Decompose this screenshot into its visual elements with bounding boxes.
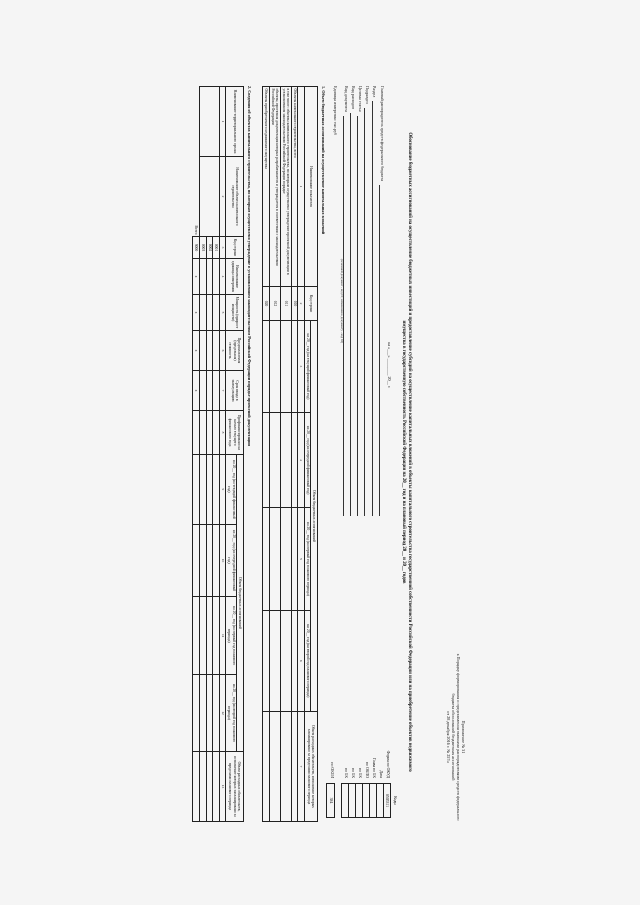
col-header: Профинансировано на начало текущего финансового года: [226, 411, 244, 455]
codes-label: Глава по БК: [372, 758, 376, 778]
col-header: Код строки: [226, 237, 244, 259]
col-header: Код строки: [304, 287, 317, 321]
col-header: на 20__ год (на второй год планового периода): [304, 610, 311, 711]
row-name: в том числе: объекты капитального строительства, по которым осуществлено утверждение проектной документации в установленном законодательством Российской Федерации порядке: [280, 87, 291, 287]
code-cell: [362, 784, 369, 818]
section2-table: [192, 86, 244, 822]
okei-label: по ОКЕИ: [330, 762, 334, 778]
section2-title: 2. Сведения об объектах капитального строительства, по которым осуществлено утверждение в установленном законодательством Российской Федерации порядке проектной документации: [247, 86, 252, 446]
field-row: [357, 86, 364, 516]
col-header: Мощность (прирост мощности): [226, 295, 244, 331]
header-fields: [332, 86, 386, 516]
units-label: Единица измерения: тыс.руб: [333, 86, 339, 135]
field-label: Вид документа: [343, 86, 349, 112]
col-header-group: Объем бюджетных ассигнований: [311, 321, 318, 712]
appendix-number: Приложение № 31: [461, 720, 466, 754]
col-header: Объем расходных обязательств, исполнение которых запланировано за пределами планового периода: [226, 752, 244, 822]
col-number: 1: [298, 87, 304, 287]
doc-type-hint: (основной документ - код 01; изменения к документу - код 02): [339, 258, 344, 344]
col-number: 4: [298, 412, 304, 507]
col-number: 1: [219, 87, 225, 157]
row-code: 011: [280, 287, 291, 321]
col-header: Наименование показателя: [304, 87, 317, 287]
codes-header: Коды: [393, 796, 397, 805]
code-cell: [348, 784, 355, 818]
row-code: 0003: [200, 237, 207, 259]
codes-label: Дата: [379, 770, 383, 778]
col-header: на 20__ год (на второй год планового периода): [226, 675, 237, 752]
row-code: 010: [291, 287, 298, 321]
col-header-group: Объем бюджетных ассигнований: [237, 455, 244, 752]
col-number: 9: [219, 455, 225, 525]
field-row: [350, 86, 357, 516]
col-header: Наименование объекта капитального строительства: [226, 157, 244, 237]
okei-code: 384: [327, 784, 335, 818]
codes-label: по БК: [358, 768, 362, 778]
col-header: Предполагаемая (предельная) стоимость: [226, 331, 244, 371]
col-number: 11: [219, 597, 225, 675]
field-label: Главный распорядитель средств федерального бюджета: [379, 86, 385, 181]
code-cell: [369, 784, 376, 818]
date-line: на «___» ________ 20__ г.: [387, 342, 392, 389]
col-header: Наименование единицы измерения: [226, 259, 244, 295]
code-cell: [341, 784, 348, 818]
col-number: 8: [219, 411, 225, 455]
col-header: на 20__ год (на первый год планового периода): [304, 508, 311, 610]
col-number: 13: [219, 752, 225, 822]
codes-labels: [328, 751, 398, 778]
appendix-text: к Порядку формирования и представления главными распорядителями средств федерального бюджета обоснований бюджетных ассигнований: [450, 653, 461, 821]
row-code: 012: [269, 287, 280, 321]
col-header: на 20__ год (на текущий финансовый год): [304, 321, 311, 413]
table-row: [269, 87, 280, 822]
appendix-header: [446, 652, 466, 822]
col-header: на 20__ год (на текущий финансовый год): [226, 455, 237, 525]
section1-title: 1. Объем бюджетных ассигнований на осуществление капитальных вложений: [321, 86, 326, 235]
field-label: Целевая статья: [358, 86, 364, 112]
col-number: 5: [219, 295, 225, 331]
total-label: Всего: [194, 225, 199, 235]
col-header: Наименование территориального органа: [226, 87, 244, 157]
field-row: [379, 86, 386, 516]
form-label: Форма по ОКУД: [386, 750, 390, 778]
field-label: Вид расходов: [350, 86, 356, 109]
col-number: 2: [219, 157, 225, 237]
field-row: [372, 86, 379, 516]
row-code: 020: [263, 287, 270, 321]
col-number: 6: [298, 610, 304, 711]
col-number: 6: [219, 331, 225, 371]
col-header: Срок ввода в эксплуатацию: [226, 371, 244, 411]
document-title: Обоснование бюджетных ассигнований на осуществление бюджетных инвестиций и предоставление субсидий на осуществление капитальных вложений в объекты капитального строительства государственной собственности Российской Федерации или на приобретение объектов недвижимого имущества в государственную собственность Российской Федерации на 20__ год и на плановый период 20__ и 20__ годов: [401, 132, 412, 772]
col-number: 5: [298, 508, 304, 610]
col-number: 7: [298, 712, 304, 822]
row-code: 0001: [213, 237, 220, 259]
document-page: [170, 72, 470, 832]
section1-table: [262, 86, 318, 822]
code-cell: [376, 784, 383, 818]
row-name: Объекты приобретаемого недвижимого имущества: [263, 87, 270, 287]
col-header: на 20__ год (на очередной финансовый год): [226, 524, 237, 596]
col-number: 2: [298, 287, 304, 321]
col-header: на 20__ год (на очередной финансовый год): [304, 412, 311, 507]
col-number: 3: [298, 321, 304, 413]
total-code: 9000: [193, 237, 200, 259]
table-row: [280, 87, 291, 822]
form-code: 0505311: [383, 784, 391, 818]
col-number: 12: [219, 675, 225, 752]
row-name: Объекты капитального строительства, всего: [291, 87, 298, 287]
table-row: [263, 87, 270, 822]
field-label: Подраздел: [365, 86, 371, 104]
field-row: [364, 86, 371, 516]
row-code: 0002: [206, 237, 213, 259]
col-number: 7: [219, 371, 225, 411]
appendix-date: от 28 декабря 2016 г. № 257н: [445, 711, 451, 763]
codes-label: по БК: [351, 768, 355, 778]
col-header: Объем расходных обязательств, исполнение которых запланировано за пределами планового периода: [304, 712, 317, 822]
field-row: [343, 86, 350, 516]
col-number: 10: [219, 524, 225, 596]
codes-label: по ОКПО: [365, 761, 369, 778]
table-row: [213, 87, 220, 822]
col-header: на 20__ год (на первый год планового периода): [226, 597, 237, 675]
total-row: Всего 9000 x x x x: [193, 87, 200, 822]
code-cell: [355, 784, 362, 818]
codes-table: [326, 783, 398, 818]
field-label: Раздел: [372, 86, 378, 98]
col-number: 3: [219, 237, 225, 259]
table-row: [291, 87, 298, 822]
col-number: 4: [219, 259, 225, 295]
row-name: объекты, проектная документация которых разрабатывается и утверждается в соответствии с законодательством Российской Федерации: [269, 87, 280, 287]
codes-label: по БК: [344, 768, 348, 778]
